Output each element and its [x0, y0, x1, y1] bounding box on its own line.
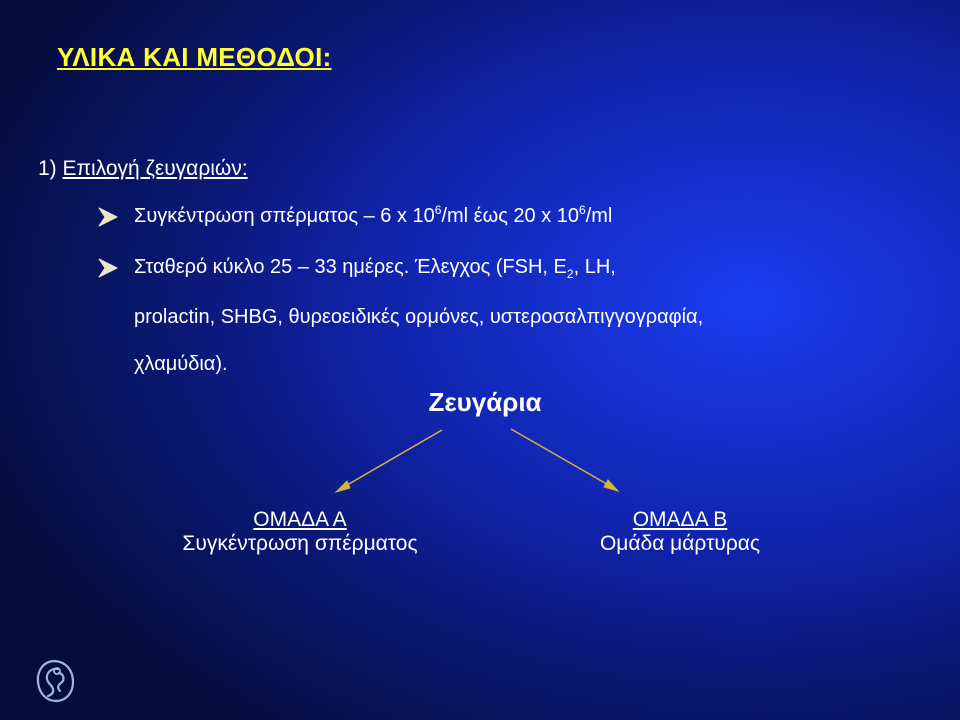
- slide-title: ΥΛΙΚΑ ΚΑΙ ΜΕΘΟΔΟΙ:: [57, 42, 332, 72]
- bullet-text: Συγκέντρωση σπέρματος – 6 x $10^6/ml$ έως 20 x $10^6/ml$: [134, 203, 613, 227]
- section-number: 1): [38, 157, 57, 180]
- section-label: Επιλογή ζευγαριών:: [62, 157, 248, 180]
- bullet-continuation-line: prolactin, SHBG, θυρεοειδικές ορμόνες, υστεροσαλπιγγογραφία,: [134, 306, 704, 328]
- group-b-title: ΟΜΑΔΑ Β: [632, 508, 728, 531]
- subscript: 2: [566, 267, 574, 281]
- arrow-left-down-icon: [336, 430, 442, 492]
- group-a: [150, 508, 450, 556]
- group-b-description: Ομάδα μάρτυρας: [599, 532, 761, 555]
- group-a-description: Συγκέντρωση σπέρματος: [182, 532, 418, 555]
- superscript: 6: [579, 203, 586, 217]
- group-b: [530, 508, 830, 556]
- bullet-text: Σταθερό κύκλο 25 – 33 ημέρες. Έλεγχος (FSH, $E_2$, LH,: [134, 256, 616, 281]
- superscript: 6: [434, 203, 442, 217]
- group-a-title: ΟΜΑΔΑ Α: [253, 508, 347, 531]
- couples-heading: Ζευγάρια: [428, 387, 542, 417]
- bullet-continuation-line: χλαμύδια).: [134, 353, 228, 375]
- arrow-right-down-icon: [511, 429, 618, 491]
- fetus-logo-icon: [33, 657, 77, 705]
